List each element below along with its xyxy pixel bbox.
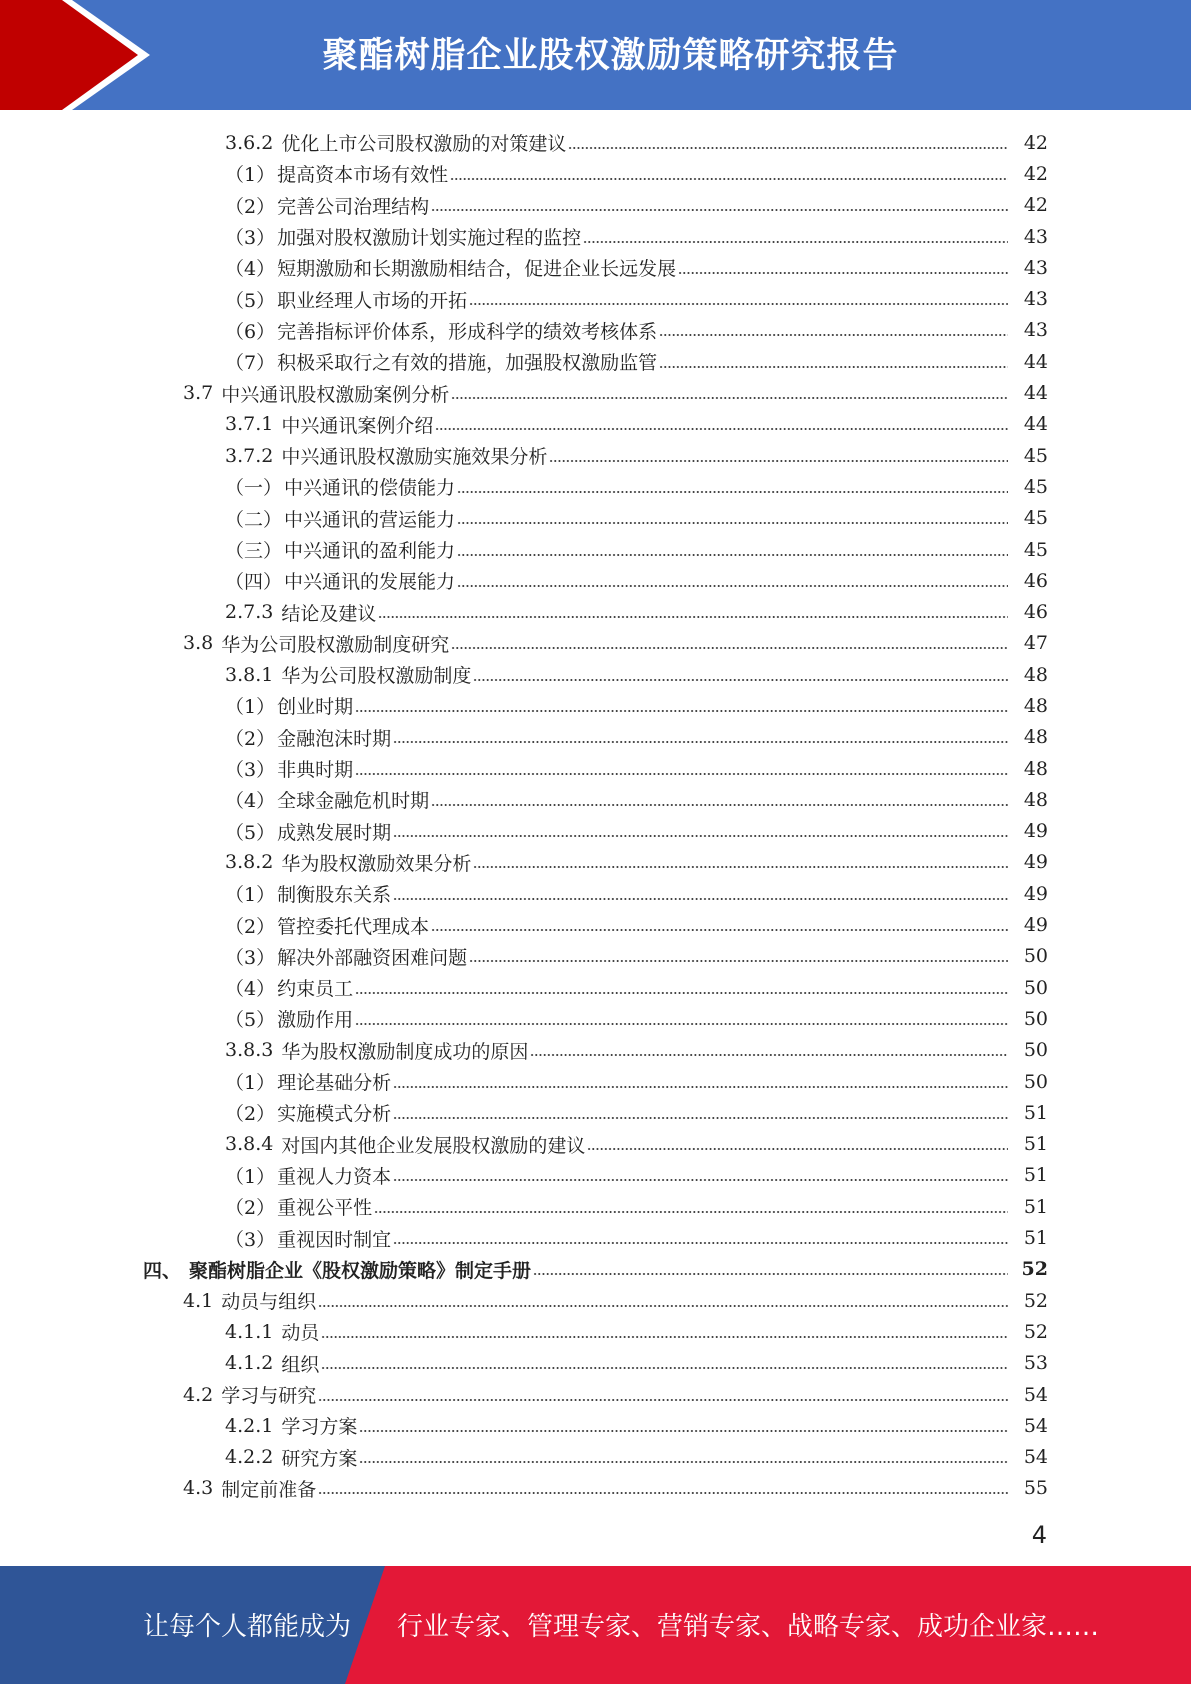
toc-entry-number: 4.2.1: [225, 1414, 274, 1437]
toc-entry-page: 44: [1023, 382, 1048, 405]
dot-leader: [568, 136, 1008, 150]
dot-leader: [583, 230, 1008, 244]
toc-entry-number: （4）: [225, 258, 276, 281]
toc-entry-page: 53: [1023, 1352, 1048, 1375]
toc-entry-number: （三）: [225, 540, 283, 562]
dot-leader: [393, 824, 1008, 838]
toc-entry-title: 学习方案: [281, 1416, 358, 1439]
dot-leader: [457, 574, 1008, 588]
toc-entry-title: 完善指标评价体系，形成科学的绩效考核体系: [277, 320, 658, 343]
toc-entry[interactable]: [0, 628, 1191, 659]
toc-entry[interactable]: [0, 972, 1191, 1003]
dot-leader: [318, 1388, 1008, 1402]
toc-entry-page: 49: [1023, 882, 1048, 905]
toc-entry-title: 重视因时制宜: [277, 1228, 392, 1251]
toc-entry-page: 50: [1023, 1039, 1048, 1062]
toc-entry-title: 创业时期: [277, 696, 354, 719]
dot-leader: [393, 1075, 1008, 1089]
toc-entry-number: 3.8.2: [225, 851, 274, 874]
toc-entry[interactable]: [0, 784, 1191, 815]
toc-entry[interactable]: [0, 1129, 1191, 1160]
toc-entry-title: 全球金融危机时期: [277, 790, 430, 813]
toc-entry-title: 激励作用: [277, 1009, 354, 1032]
toc-entry-page: 45: [1023, 444, 1048, 467]
dot-leader: [451, 636, 1008, 650]
toc-entry-title: 组织: [281, 1353, 320, 1376]
toc-entry-number: （3）: [225, 227, 276, 250]
toc-entry-title: 加强对股权激励计划实施过程的监控: [277, 227, 582, 250]
toc-entry-number: 4.3: [183, 1477, 214, 1500]
dot-leader: [359, 1450, 1008, 1464]
dot-leader: [530, 1043, 1008, 1057]
dot-leader: [321, 1356, 1008, 1370]
toc-entry-title: 聚酯树脂企业《股权激励策略》制定手册: [189, 1259, 532, 1282]
toc-entry-number: （1）: [225, 696, 276, 719]
toc-entry-number: 4.1: [183, 1289, 214, 1312]
table-of-contents: [0, 127, 1191, 1504]
toc-entry-title: 中兴通讯股权激励案例分析: [221, 383, 450, 406]
toc-entry-number: （1）: [225, 1165, 276, 1188]
toc-entry[interactable]: [0, 1379, 1191, 1410]
toc-entry-title: 重视公平性: [277, 1197, 373, 1220]
toc-entry[interactable]: [0, 847, 1191, 878]
toc-entry-title: 金融泡沫时期: [277, 727, 392, 750]
toc-entry-page: 51: [1023, 1227, 1048, 1250]
toc-entry[interactable]: [0, 1441, 1191, 1472]
toc-entry-page: 45: [1023, 507, 1048, 530]
toc-entry-number: 4.1.2: [225, 1352, 274, 1375]
toc-entry-title: 管控委托代理成本: [277, 915, 430, 938]
dot-leader: [393, 1168, 1008, 1182]
page-footer: [0, 1566, 1191, 1684]
toc-entry-title: 中兴通讯的发展能力: [284, 571, 456, 594]
dot-leader: [659, 323, 1008, 337]
toc-entry-number: （2）: [225, 1103, 276, 1126]
dot-leader: [321, 1325, 1008, 1339]
toc-entry-page: 42: [1023, 162, 1048, 185]
footer-slogan-right: 行业专家、管理专家、营销专家、战略专家、成功企业家……: [397, 1612, 1100, 1642]
toc-entry-title: 动员: [281, 1322, 320, 1345]
toc-entry-page: 51: [1023, 1164, 1048, 1187]
toc-entry[interactable]: [0, 1066, 1191, 1097]
toc-entry-page: 54: [1023, 1383, 1048, 1406]
toc-entry-number: （一）: [225, 477, 283, 500]
toc-entry-number: （二）: [225, 508, 283, 531]
toc-entry-number: （2）: [225, 1197, 276, 1220]
toc-entry-number: （7）: [225, 352, 276, 375]
toc-entry-number: （1）: [225, 164, 276, 187]
dot-leader: [355, 981, 1008, 995]
toc-entry-number: （6）: [225, 320, 276, 343]
toc-entry-page: 44: [1023, 413, 1048, 436]
toc-entry-title: 动员与组织: [221, 1291, 317, 1314]
toc-entry-title: 制定前准备: [221, 1478, 317, 1501]
toc-entry-page: 45: [1023, 475, 1048, 498]
toc-entry-number: （2）: [225, 727, 276, 750]
toc-entry-number: （四）: [225, 571, 283, 594]
toc-entry-page: 52: [1023, 1289, 1048, 1312]
toc-entry-number: 3.8.1: [225, 663, 274, 686]
dot-leader: [457, 543, 1008, 557]
toc-entry-title: 中兴通讯股权激励实施效果分析: [281, 446, 548, 469]
dot-leader: [431, 198, 1008, 212]
toc-entry[interactable]: [0, 1473, 1191, 1504]
toc-entry-number: （3）: [225, 1228, 276, 1251]
dot-leader: [457, 480, 1008, 494]
toc-entry-title: 中兴通讯的营运能力: [284, 508, 456, 531]
toc-entry-title: 对国内其他企业发展股权激励的建议: [281, 1134, 586, 1157]
dot-leader: [451, 386, 1008, 400]
toc-entry-page: 44: [1023, 350, 1048, 373]
dot-leader: [393, 1231, 1008, 1245]
toc-entry-page: 54: [1023, 1446, 1048, 1469]
toc-entry-title: 华为公司股权激励制度: [281, 665, 472, 688]
toc-entry[interactable]: [0, 252, 1191, 283]
toc-entry[interactable]: [0, 409, 1191, 440]
toc-entry[interactable]: [0, 816, 1191, 847]
toc-entry[interactable]: [0, 1035, 1191, 1066]
dot-leader: [549, 449, 1008, 463]
toc-entry-title: 学习与研究: [221, 1385, 317, 1408]
dot-leader: [659, 355, 1008, 369]
toc-entry-page: 49: [1023, 914, 1048, 937]
toc-entry-title: 职业经理人市场的开拓: [277, 289, 468, 312]
toc-entry[interactable]: [0, 346, 1191, 377]
dot-leader: [318, 1481, 1008, 1495]
toc-entry-title: 结论及建议: [281, 602, 377, 625]
toc-entry-page: 52: [1023, 1320, 1048, 1343]
dot-leader: [374, 1200, 1008, 1214]
toc-entry-number: （3）: [225, 946, 276, 969]
toc-entry-title: 短期激励和长期激励相结合，促进企业长远发展: [277, 258, 677, 281]
dot-leader: [678, 261, 1008, 275]
toc-entry-number: 2.7.3: [225, 601, 274, 624]
toc-entry-number: （5）: [225, 1009, 276, 1032]
dot-leader: [378, 605, 1008, 619]
toc-entry-page: 47: [1023, 632, 1048, 655]
toc-entry-number: （4）: [225, 978, 276, 1001]
dot-leader: [435, 417, 1008, 431]
toc-entry-title: 中兴通讯的偿债能力: [284, 477, 456, 500]
toc-entry-page: 52: [1021, 1258, 1048, 1281]
dot-leader: [473, 855, 1008, 869]
toc-entry[interactable]: [0, 158, 1191, 189]
toc-entry-page: 51: [1023, 1195, 1048, 1218]
toc-entry-number: （1）: [225, 884, 276, 907]
toc-entry[interactable]: [0, 315, 1191, 346]
dot-leader: [355, 762, 1008, 776]
toc-entry-page: 48: [1023, 757, 1048, 780]
toc-entry[interactable]: [0, 878, 1191, 909]
toc-entry[interactable]: [0, 722, 1191, 753]
dot-leader: [469, 949, 1008, 963]
toc-entry-page: 49: [1023, 851, 1048, 874]
toc-entry-title: 解决外部融资困难问题: [277, 946, 468, 969]
toc-entry-page: 50: [1023, 1070, 1048, 1093]
dot-leader: [431, 918, 1008, 932]
toc-entry[interactable]: [0, 190, 1191, 221]
footer-slogan-left: 让每个人都能成为: [143, 1612, 352, 1642]
toc-entry-title: 华为股权激励制度成功的原因: [281, 1040, 529, 1063]
toc-entry-title: 实施模式分析: [277, 1103, 392, 1126]
toc-entry[interactable]: [0, 1003, 1191, 1034]
dot-leader: [533, 1262, 1008, 1276]
toc-entry[interactable]: [0, 503, 1191, 534]
document-title: 聚酯树脂企业股权激励策略研究报告: [322, 36, 899, 76]
toc-entry-title: 中兴通讯案例介绍: [281, 414, 434, 437]
toc-entry[interactable]: [0, 690, 1191, 721]
toc-entry[interactable]: [0, 1097, 1191, 1128]
toc-entry-page: 51: [1023, 1133, 1048, 1156]
toc-entry[interactable]: [0, 659, 1191, 690]
dot-leader: [355, 1012, 1008, 1026]
toc-entry-page: 48: [1023, 694, 1048, 717]
toc-entry-number: （5）: [225, 821, 276, 844]
dot-leader: [587, 1137, 1008, 1151]
toc-entry-number: （1）: [225, 1072, 276, 1095]
toc-entry-page: 43: [1023, 256, 1048, 279]
dot-leader: [393, 1106, 1008, 1120]
toc-entry-page: 43: [1023, 288, 1048, 311]
toc-entry-title: 约束员工: [277, 978, 354, 1001]
dot-leader: [450, 167, 1008, 181]
toc-entry-number: 3.6.2: [225, 131, 274, 154]
page-header: [0, 0, 1191, 110]
toc-entry[interactable]: [0, 1316, 1191, 1347]
toc-entry-page: 50: [1023, 976, 1048, 999]
toc-entry[interactable]: [0, 753, 1191, 784]
toc-entry[interactable]: [0, 471, 1191, 502]
toc-entry-number: 3.8.3: [225, 1039, 274, 1062]
toc-entry-title: 华为公司股权激励制度研究: [221, 633, 450, 656]
toc-entry[interactable]: [0, 565, 1191, 596]
toc-entry[interactable]: [0, 1348, 1191, 1379]
toc-entry-page: 42: [1023, 194, 1048, 217]
toc-entry-title: 研究方案: [281, 1447, 358, 1470]
toc-entry-page: 54: [1023, 1414, 1048, 1437]
dot-leader: [473, 668, 1008, 682]
dot-leader: [318, 1294, 1008, 1308]
toc-entry[interactable]: [0, 1191, 1191, 1222]
toc-entry-number: 3.8.4: [225, 1133, 274, 1156]
toc-entry-page: 49: [1023, 820, 1048, 843]
toc-entry-title: 非典时期: [277, 759, 354, 782]
dot-leader: [393, 887, 1008, 901]
toc-entry-number: 四、: [143, 1259, 182, 1282]
toc-entry[interactable]: [0, 1410, 1191, 1441]
toc-entry-number: 4.2: [183, 1383, 214, 1406]
toc-entry-number: 4.1.1: [225, 1320, 274, 1343]
toc-entry-title: 积极采取行之有效的措施，加强股权激励监管: [277, 352, 658, 375]
toc-entry[interactable]: [0, 440, 1191, 471]
dot-leader: [355, 699, 1008, 713]
toc-entry[interactable]: [0, 1285, 1191, 1316]
toc-entry-number: 3.7: [183, 382, 214, 405]
toc-entry-number: 3.7.1: [225, 413, 274, 436]
toc-entry[interactable]: [0, 1222, 1191, 1253]
toc-entry-number: 3.8: [183, 632, 214, 655]
toc-entry-title: 制衡股东关系: [277, 884, 392, 907]
toc-entry-page: 50: [1023, 945, 1048, 968]
dot-leader: [359, 1419, 1008, 1433]
toc-entry-page: 46: [1023, 569, 1048, 592]
toc-entry-title: 华为股权激励效果分析: [281, 852, 472, 875]
toc-entry[interactable]: [0, 909, 1191, 940]
toc-entry[interactable]: [0, 1160, 1191, 1191]
toc-entry-page: 43: [1023, 319, 1048, 342]
toc-entry-number: （2）: [225, 195, 276, 218]
toc-entry-page: 46: [1023, 601, 1048, 624]
toc-entry-number: （3）: [225, 759, 276, 782]
toc-entry-page: 55: [1023, 1477, 1048, 1500]
toc-entry-page: 43: [1023, 225, 1048, 248]
page-number: 4: [1031, 1521, 1047, 1549]
toc-entry-page: 48: [1023, 663, 1048, 686]
toc-entry[interactable]: [0, 534, 1191, 565]
toc-entry-number: （5）: [225, 289, 276, 312]
toc-entry-page: 48: [1023, 726, 1048, 749]
toc-entry[interactable]: [0, 596, 1191, 627]
toc-entry-page: 50: [1023, 1007, 1048, 1030]
toc-entry-title: 完善公司治理结构: [277, 195, 430, 218]
toc-entry-number: （2）: [225, 915, 276, 938]
toc-entry-page: 42: [1023, 131, 1048, 154]
toc-entry-title: 优化上市公司股权激励的对策建议: [281, 133, 567, 156]
dot-leader: [469, 292, 1008, 306]
dot-leader: [431, 793, 1008, 807]
toc-entry-title: 成熟发展时期: [277, 821, 392, 844]
dot-leader: [393, 730, 1008, 744]
toc-entry-page: 45: [1023, 538, 1048, 561]
toc-entry[interactable]: [0, 127, 1191, 158]
toc-entry-title: 提高资本市场有效性: [277, 164, 449, 187]
toc-entry[interactable]: [0, 941, 1191, 972]
toc-entry[interactable]: [0, 221, 1191, 252]
dot-leader: [457, 511, 1008, 525]
toc-entry-title: 中兴通讯的盈利能力: [284, 540, 456, 562]
toc-entry[interactable]: [0, 377, 1191, 408]
toc-entry-page: 51: [1023, 1101, 1048, 1124]
toc-entry-page: 48: [1023, 788, 1048, 811]
toc-entry-title: 重视人力资本: [277, 1165, 392, 1188]
toc-entry-title: 理论基础分析: [277, 1072, 392, 1095]
toc-entry[interactable]: [0, 283, 1191, 314]
toc-entry-number: 3.7.2: [225, 444, 274, 467]
toc-entry[interactable]: [0, 1254, 1191, 1285]
toc-entry-number: 4.2.2: [225, 1446, 274, 1469]
toc-entry-number: （4）: [225, 790, 276, 813]
